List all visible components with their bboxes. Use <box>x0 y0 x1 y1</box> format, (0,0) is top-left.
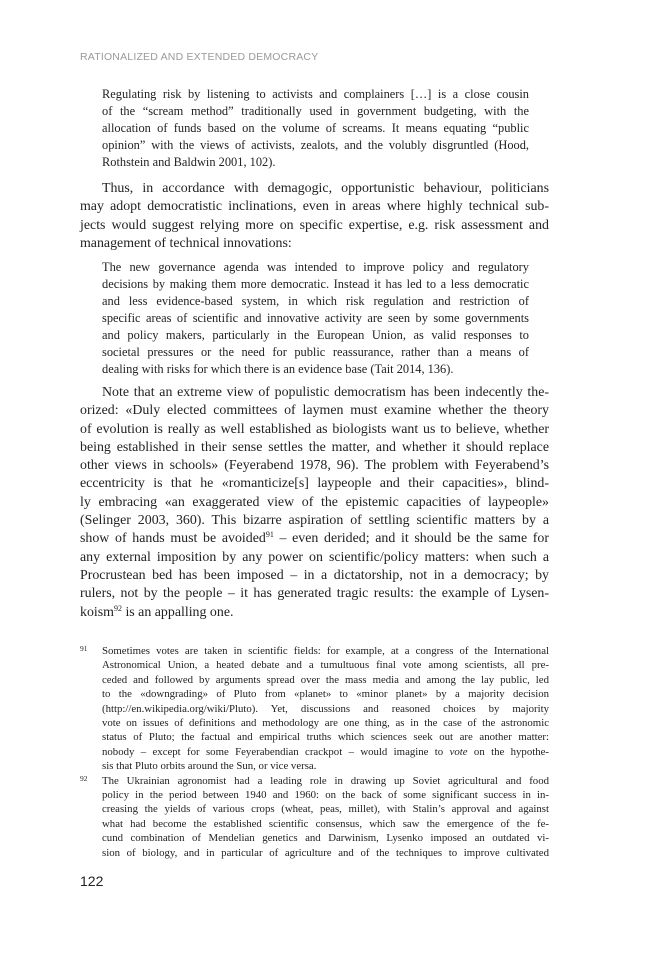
quote-line: and policy makers, particularly in the European Union, as valid responses to <box>102 328 529 342</box>
footnotes <box>80 644 549 860</box>
footnote-line: ceded and followed by arguments spread over the mass media and among the lay public, led <box>102 673 549 686</box>
page-number: 122 <box>80 873 104 889</box>
footnote-ref-92[interactable]: 92 <box>113 603 122 613</box>
body-text: is an appalling one. <box>121 604 234 620</box>
footnote-line: to the «downgrading» of Pluto from «planet» to «minor planet» by a majority decision <box>102 688 549 701</box>
footnote-91 <box>80 644 549 774</box>
quote-line: opinion” with the views of activists, zealots, and the volubly disgruntled (Hood, <box>102 138 529 152</box>
quote-line: dealing with risks for which there is an evidence base (Tait 2014, 136). <box>102 362 454 376</box>
quote-line: allocation of funds based on the volume of screams. It means equating “public <box>102 121 529 135</box>
paragraph-democratistic <box>80 180 549 253</box>
footnote-line: Sometimes votes are taken in scientific fields: for example, at a congress of the International <box>102 645 549 657</box>
footnote-line: status of Pluto; the factual and empirical truths which sciences seek out are another matter: <box>102 731 549 744</box>
body-line: any external imposition by any power on scientific/policy matters: when such a <box>80 549 549 565</box>
quote-line: of the “scream method” traditionally used in government budgeting, with the <box>102 104 529 118</box>
body-line: other views in schools» (Feyerabend 1978, 96). The problem with Feyerabend’s <box>80 458 549 474</box>
body-line: Note that an extreme view of populistic democratism has been indecently the- <box>102 385 549 400</box>
body-line <box>80 604 549 622</box>
body-line: (Selinger 2003, 360). This bizarre aspiration of settling scientific matters by a <box>80 513 549 529</box>
body-line: Procrustean bed has been imposed – in a dictatorship, not in a democracy; by <box>80 567 549 583</box>
body-text: – even derided; and it should be the same for <box>273 531 549 547</box>
footnote-text: on the hypothe- <box>467 745 550 758</box>
body-line: eccentricity is that he «romanticize[s] laypeople and their capacities», blind- <box>80 476 549 492</box>
quote-line: specific areas of scientific and innovative activity are seen by some governments <box>102 311 529 325</box>
body-line: Thus, in accordance with demagogic, opportunistic behaviour, politicians <box>102 181 549 196</box>
footnote-line: Astronomical Union, a heated debate and a tumultuous final vote among scientists, all pre- <box>102 659 549 672</box>
footnote-line: (http://en.wikipedia.org/wiki/Pluto). Yet, discussions and reasoned choices by majority <box>102 702 549 715</box>
footnote-line: policy in the period between 1940 and 1960: on the back of some significant success in in- <box>102 789 549 802</box>
body-line <box>80 530 549 548</box>
footnote-text: nobody – except for some Feyerabendian crackpot – would imagine to <box>102 745 450 758</box>
quote-line: decisions by making them more democratic. Instead it has led to a less democratic <box>102 277 529 291</box>
footnote-line: cund combination of Mendelian genetics and Darwinism, Lysenko imposed an outdated vi- <box>102 832 549 845</box>
footnote-line: creasing the yields of various crops (wheat, peas, millet), with Stalin’s approval and against <box>102 803 549 816</box>
body-line: may adopt democratistic inclinations, even in areas where highly technical sub- <box>80 199 549 215</box>
body-text: show of hands must be avoided <box>80 531 266 547</box>
quote-line: Rothstein and Baldwin 2001, 102). <box>102 155 276 169</box>
footnote-line: what had become the established scientific consensus, which saw the emergence of the fe- <box>102 817 549 830</box>
body-line: being established in their sense settles the matter, and whether it should replace <box>80 439 549 455</box>
footnote-mark: 92 <box>80 773 88 783</box>
footnote-92 <box>80 774 549 860</box>
footnote-line <box>102 745 549 759</box>
footnote-line: sion of biology, and in particular of agriculture and of the techniques to improve cultivated <box>102 846 549 859</box>
footnote-line: sis that Pluto orbits around the Sun, or vice versa. <box>102 760 317 773</box>
footnote-ref-91[interactable]: 91 <box>265 530 274 540</box>
quote-line: societal pressures or the need for public reassurance, rather than a means of <box>102 345 529 359</box>
quote-line: The new governance agenda was intended to improve policy and regulatory <box>102 260 529 274</box>
body-line: orized: «Duly elected committees of laymen must examine whether the theory <box>80 403 549 419</box>
block-quote-hood <box>102 86 529 171</box>
body-line: ly embracing «an exaggerated view of the epistemic capacities of laypeople» <box>80 494 549 510</box>
quote-line: and less evidence-based system, in which risk regulation and restriction of <box>102 294 529 308</box>
body-line: of evolution is really as well established as biologists want us to believe, whether <box>80 421 549 437</box>
body-text: koism <box>80 604 114 620</box>
footnote-emphasis: vote <box>449 745 468 758</box>
block-quote-tait <box>102 259 529 378</box>
footnote-line: vote on issues of definitions and methodology are one thing, as in the case of the astronomic <box>102 717 549 730</box>
footnote-mark: 91 <box>80 644 88 653</box>
body-line: rulers, not by the people – it has generated tragic results: the example of Lysen- <box>80 586 549 602</box>
quote-line: Regulating risk by listening to activists and complainers […] is a close cousin <box>102 87 529 101</box>
running-head: RATIONALIZED AND EXTENDED DEMOCRACY <box>80 51 319 63</box>
body-line: jects would suggest relying more on specific expertise, e.g. risk assessment and <box>80 217 549 233</box>
paragraph-populistic-democratism <box>80 384 549 622</box>
footnote-line: The Ukrainian agronomist had a leading role in drawing up Soviet agricultural and food <box>102 774 549 787</box>
body-line: management of technical innovations: <box>80 235 292 251</box>
